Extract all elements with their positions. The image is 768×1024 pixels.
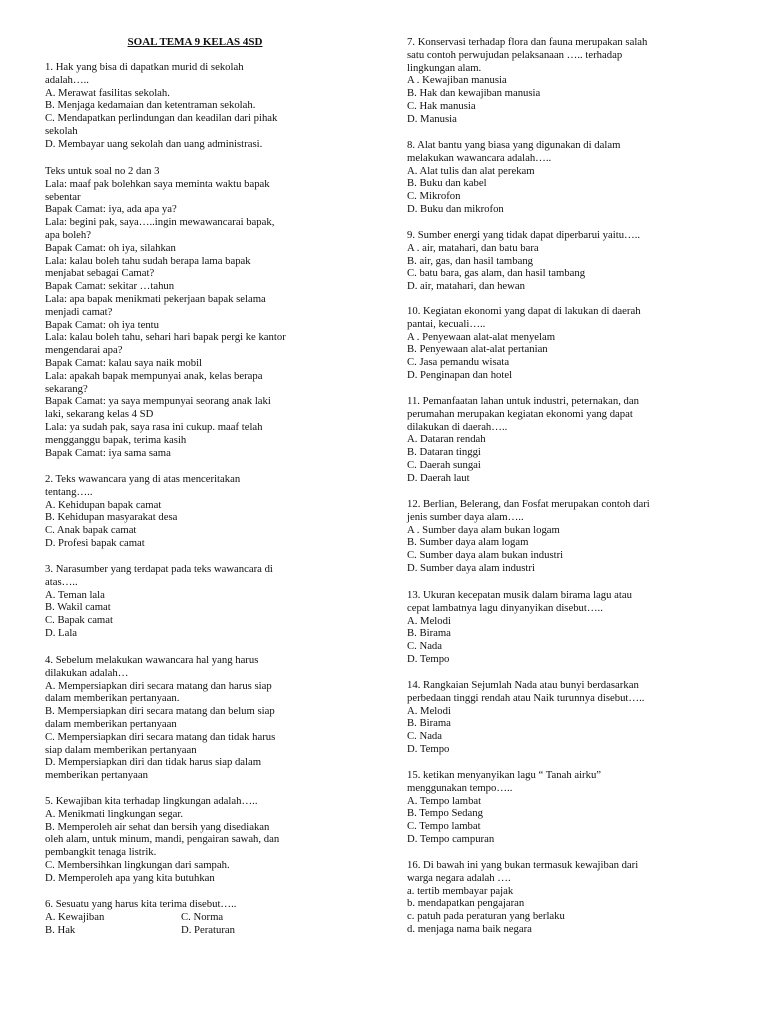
text-line: B. air, gas, dan hasil tambang [407,254,534,267]
question-9 [407,229,725,293]
question-text: 8. Alat bantu yang biasa yang digunakan di dalam [407,139,621,151]
text-line: mengganggu bapak, terima kasih [45,433,187,446]
question-text: 4. Sebelum melakukan wawancara hal yang harus [45,654,259,666]
text-line: D. Memperoleh apa yang kita butuhkan [45,871,215,884]
text-line: A. Melodi [407,704,451,717]
text-line: B. Sumber daya alam logam [407,536,529,549]
text-line: C. batu bara, gas alam, dan hasil tambang [407,267,586,280]
text-line: adalah….. [45,73,89,86]
text-line: B. Wakil camat [45,601,111,614]
text-line: D. Tempo [407,742,450,755]
text-line: A. Menikmati lingkungan segar. [45,807,184,820]
text-line: B. Dataran tinggi [407,446,481,459]
text-line: Lala: apakah bapak mempunyai anak, kelas berapa [45,369,263,382]
text-line: perbedaan tinggi rendah atau Naik turunnya disebut….. [407,691,645,704]
question-14 [407,679,725,756]
text-line: B. Penyewaan alat-alat pertanian [407,343,548,356]
text-line: apa boleh? [45,228,91,241]
text-line: warga negara adalah …. [407,871,511,884]
question-10 [407,305,725,382]
question-text: 11. Pemanfaatan lahan untuk industri, peternakan, dan [407,395,639,407]
text-line: sekarang? [45,382,88,395]
text-line: menjadi camat? [45,305,113,318]
text-line: menggunakan tempo….. [407,781,513,794]
option-a: A. Kewajiban [45,910,105,923]
text-line: c. patuh pada peraturan yang berlaku [407,910,565,923]
text-line: A. Tempo lambat [407,794,482,807]
text-line: C. Sumber daya alam bukan industri [407,549,564,562]
text-line: melakukan wawancara adalah….. [407,151,552,164]
text-line: Lala: maaf pak bolehkan saya meminta waktu bapak [45,177,270,190]
text-line: B. Hak dan kewajiban manusia [407,87,541,100]
question-text: 6. Sesuatu yang harus kita terima disebut….. [45,898,237,910]
question-7 [407,36,725,126]
text-line: d. menjaga nama baik negara [407,922,532,935]
text-line: oleh alam, untuk minum, mandi, pengairan sawah, dan [45,833,280,846]
text-line: Lala: kalau boleh tahu, sehari hari bapak pergi ke kantor [45,331,286,344]
text-line: siap dalam memberikan pertanyaan [45,743,197,756]
option-b: B. Hak [45,923,76,936]
text-line: Lala: kalau boleh tahu sudah berapa lama bapak [45,254,251,267]
question-text: 5. Kewajiban kita terhadap lingkungan adalah….. [45,795,258,807]
text-line: A. Teman lala [45,588,105,601]
text-line: A. Dataran rendah [407,433,486,446]
question-4 [45,654,345,782]
text-line: B. Buku dan kabel [407,177,487,190]
text-line: Bapak Camat: oh iya tentu [45,318,159,331]
text-line: dalam memberikan pertanyaan [45,717,177,730]
text-line: C. Jasa pemandu wisata [407,356,510,369]
question-text: 14. Rangkaian Sejumlah Nada atau bunyi berdasarkan [407,679,639,691]
text-line: C. Anak bapak camat [45,524,137,537]
question-8 [407,139,725,216]
text-line: pembangkit tenaga listrik. [45,846,157,859]
question-text: 10. Kegiatan ekonomi yang dapat di lakukan di daerah [407,305,641,317]
text-line: D. Buku dan mikrofon [407,202,504,215]
text-line: sekolah [45,124,78,137]
text-line: sebentar [45,190,81,203]
text-line: D. Lala [45,626,78,639]
text-line: D. air, matahari, dan hewan [407,280,525,293]
text-line: C. Mendapatkan perlindungan dan keadilan dari pihak [45,112,278,125]
text-line: B. Menjaga kedamaian dan ketentraman sekolah. [45,99,256,112]
question-12 [407,498,725,575]
question-13 [407,589,725,666]
interview-text [45,165,345,459]
text-line: memberikan pertanyaan [45,769,148,782]
text-line: cepat lambatnya lagu dinyanyikan disebut….. [407,601,603,614]
text-line: perumahan merupakan kegiatan ekonomi yang dapat [407,407,633,420]
options-row [45,911,345,924]
text-line: Bapak Camat: sekitar …tahun [45,280,175,293]
option-c: C. Norma [181,910,224,923]
text-line: D. Manusia [407,112,457,125]
text-line: Lala: begini pak, saya…..ingin mewawancarai bapak, [45,216,275,229]
question-text: 9. Sumber energi yang tidak dapat diperbarui yaitu….. [407,229,641,241]
text-line: Bapak Camat: oh iya, silahkan [45,241,176,254]
text-line: A . air, matahari, dan batu bara [407,241,539,254]
question-text: 15. ketikan menyanyikan lagu “ Tanah airku” [407,769,602,781]
text-line: menjabat sebagai Camat? [45,267,155,280]
question-6 [45,898,345,936]
text-line: A. Alat tulis dan alat perekam [407,164,535,177]
text-line: Lala: apa bapak menikmati pekerjaan bapak selama [45,292,266,305]
text-line: D. Daerah laut [407,471,470,484]
text-line: B. Birama [407,627,451,640]
question-15 [407,769,725,846]
question-text: 1. Hak yang bisa di dapatkan murid di sekolah [45,61,244,73]
text-line: A . Kewajiban manusia [407,74,507,87]
question-5 [45,795,345,885]
text-line: A. Mempersiapkan diri secara matang dan harus siap [45,679,272,692]
text-line: A . Sumber daya alam bukan logam [407,523,560,536]
text-line: B. Mempersiapkan diri secara matang dan belum siap [45,705,275,718]
text-line: B. Birama [407,717,451,730]
question-text: 13. Ukuran kecepatan musik dalam birama lagu atau [407,589,632,601]
text-line: dalam memberikan pertanyaan. [45,692,180,705]
text-line: C. Nada [407,640,443,653]
text-line: Bapak Camat: iya, ada apa ya? [45,203,177,216]
text-line: D. Profesi bapak camat [45,536,145,549]
text-line: B. Tempo Sedang [407,807,483,820]
text-line: tentang….. [45,485,93,498]
text-line: A. Merawat fasilitas sekolah. [45,86,170,99]
text-line: C. Mempersiapkan diri secara matang dan tidak harus [45,730,276,743]
page-title: SOAL TEMA 9 KELAS 4SD [127,36,263,48]
question-text: Teks untuk soal no 2 dan 3 [45,165,160,177]
text-line: Bapak Camat: iya sama sama [45,446,171,459]
question-text: 12. Berlian, Belerang, dan Fosfat merupakan contoh dari [407,498,650,510]
text-line: A. Melodi [407,614,451,627]
text-line: D. Penginapan dan hotel [407,368,513,381]
text-line: D. Membayar uang sekolah dan uang administrasi. [45,137,263,150]
text-line: C. Membersihkan lingkungan dari sampah. [45,858,230,871]
question-text: 3. Narasumber yang terdapat pada teks wawancara di [45,563,273,575]
question-2 [45,473,345,550]
text-line: C. Mikrofon [407,190,461,203]
question-text: 2. Teks wawancara yang di atas menceritakan [45,473,241,485]
text-line: laki, sekarang kelas 4 SD [45,408,154,421]
question-3 [45,563,345,640]
question-16 [407,859,725,936]
text-line: C. Bapak camat [45,614,113,627]
text-line: pantai, kecuali….. [407,317,486,330]
text-line: A . Penyewaan alat-alat menyelam [407,330,556,343]
text-line: mengendarai apa? [45,344,123,357]
text-line: Bapak Camat: kalau saya naik mobil [45,356,203,369]
text-line: b. mendapatkan pengajaran [407,897,525,910]
text-line: D. Sumber daya alam industri [407,561,535,574]
question-1 [45,61,345,151]
options-row [45,924,345,937]
text-line: dilakukan adalah… [45,666,129,679]
text-line: B. Kehidupan masyarakat desa [45,511,178,524]
question-text: 7. Konservasi terhadap flora dan fauna merupakan salah [407,36,648,48]
text-line: Bapak Camat: ya saya mempunyai seorang anak laki [45,395,271,408]
text-line: atas….. [45,575,78,588]
text-line: dilakukan di daerah….. [407,420,508,433]
text-line: C. Nada [407,730,443,743]
question-text: 16. Di bawah ini yang bukan termasuk kewajiban dari [407,859,639,871]
text-line: A. Kehidupan bapak camat [45,498,162,511]
option-d: D. Peraturan [181,923,236,936]
text-line: Lala: ya sudah pak, saya rasa ini cukup. maaf telah [45,420,263,433]
text-line: satu contoh perwujudan pelaksanaan ….. terhadap [407,48,623,61]
text-line: D. Tempo campuran [407,832,495,845]
text-line: jenis sumber daya alam….. [407,510,524,523]
text-line: a. tertib membayar pajak [407,884,514,897]
text-line: B. Memperoleh air sehat dan bersih yang disediakan [45,820,270,833]
text-line: D. Tempo [407,652,450,665]
text-line: lingkungan alam. [407,61,482,74]
text-line: D. Mempersiapkan diri dan tidak harus siap dalam [45,756,262,769]
text-line: C. Tempo lambat [407,820,481,833]
text-line: C. Hak manusia [407,99,476,112]
text-line: C. Daerah sungai [407,458,481,471]
question-11 [407,395,725,485]
